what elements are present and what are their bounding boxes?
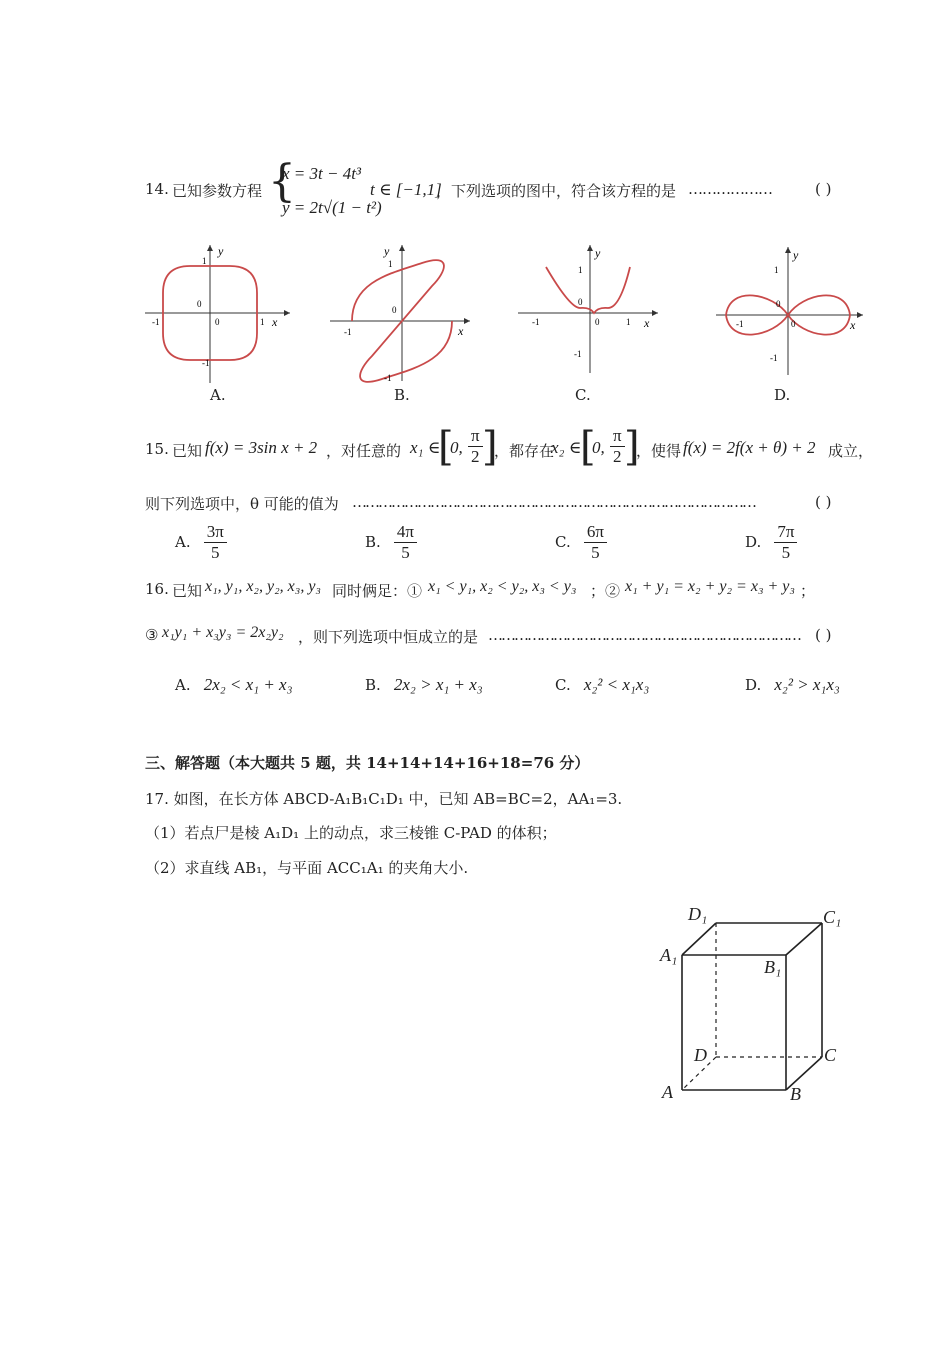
graph-a-tick-x1: 1 [260,317,265,327]
q16-cond2: x₁ + y₁ = x₂ + y₂ = x₃ + y₃ [625,578,795,595]
graph-c-tick-xm1: -1 [532,317,540,327]
q16-option-a [175,675,293,695]
q15-option-c-num: 6π [584,522,607,543]
graph-a-tick-y1: 1 [202,256,207,266]
label-b1: B₁ [764,957,782,977]
q15-option-c [555,522,607,563]
graph-d-tick-y1: 1 [774,265,779,275]
q17-line1: 17. 如图，在长方体 ABCD-A₁B₁C₁D₁ 中，已知 AB=BC=2，AA₁=3. [145,790,623,808]
q16-sep2: ； [800,582,816,600]
graph-b-y-label: y [384,244,390,258]
q16-number: 16. [145,580,169,598]
q15-lbracket-1: [ [438,424,454,470]
q16-option-a-label: A. [175,676,191,694]
graph-d-x-label: x [850,318,856,332]
graph-c-origin-label: 0 [578,297,583,307]
q14-brace: { [268,156,296,207]
q15-option-b [365,522,417,563]
graph-b-x-label: x [458,324,464,338]
q14-option-a-label: A. [210,386,226,404]
graph-c-tick-y1: 1 [578,265,583,275]
graph-c [518,245,658,373]
q15-part2: ，对任意的 [326,442,402,460]
frac-num: π [468,426,483,447]
q14-dots: ……………… [688,180,772,198]
q16-option-d-expr: x₂² > x₁x₃ [774,675,840,694]
q15-part5: 成立， [828,442,874,460]
graph-b [330,244,470,383]
q14-graphs [140,235,880,385]
q15-option-b-label: B. [365,533,381,551]
graph-d-tick-0: 0 [791,319,796,329]
q15-part3: ，都存在 [494,442,555,460]
q14-eq2: y = 2t√(1 − t²) [282,198,382,217]
q15-number: 15. [145,440,169,458]
q14-domain: t ∈ [−1,1] [370,180,442,199]
q17-cuboid-figure [640,895,870,1125]
edge-d1-a1 [682,923,716,955]
q15-option-b-num: 4π [394,522,417,543]
q15-option-d-num: 7π [774,522,797,543]
graph-b-tick-ym1: -1 [384,373,392,383]
graph-d-y-label: y [793,248,799,262]
graph-c-tick-ym1: -1 [574,349,582,359]
q15-part4: ，使得 [636,442,682,460]
q16-part2: 同时俩足：① [332,582,423,600]
q16-cond3: x₁y₁ + x₃y₃ = 2x₂y₂ [162,624,284,641]
q16-cond3-prefix: ③ [145,626,159,644]
q17-line3: （2）求直线 AB₁，与平面 ACC₁A₁ 的夹角大小. [145,859,469,877]
q15-rbracket-2: ] [624,424,640,470]
q15-lbracket-2: [ [580,424,596,470]
q15-x1: x₁ ∈ [410,438,441,457]
graph-a [145,244,290,383]
label-a1: A₁ [660,945,678,965]
graph-c-y-label: y [595,246,601,260]
q16-option-b-expr: 2x₂ > x₁ + x₃ [393,675,483,694]
q14-stem: ，下列选项的图中，符合该方程的是 [436,182,677,200]
frac-den: 2 [613,447,622,466]
q15-option-d-den: 5 [781,543,791,562]
graph-c-tick-0: 0 [595,317,600,327]
q14-option-b-label: B. [394,386,410,404]
graph-a-tick-ym1: -1 [202,358,210,368]
q16-sep1: ；② [590,582,621,600]
q16-option-c [555,675,649,695]
q15-rbracket-1: ] [482,424,498,470]
q16-option-b-label: B. [365,676,381,694]
label-b: B [790,1084,801,1104]
q16-dots: ……………………………………………………………… [488,626,800,644]
q16-option-c-expr: x₂² < x₁x₃ [583,675,650,694]
q15-frac-pi2-1 [468,426,483,467]
q16-option-d [745,675,840,695]
q16-tail: ，则下列选项中恒成立的是 [298,628,479,646]
q15-relation: f(x) = 2f(x + θ) + 2 [683,438,816,457]
q15-option-a-label: A. [175,533,191,551]
q16-option-d-label: D. [745,676,762,694]
q17-line2: （1）若点尸是棱 A₁D₁ 上的动点，求三棱锥 C-PAD 的体积； [145,824,557,842]
frac-den: 2 [471,447,480,466]
q15-f-def: f(x) = 3sin x + 2 [205,438,318,457]
graph-c-tick-x1: 1 [626,317,631,327]
q15-option-a-num: 3π [204,522,227,543]
q16-part1: 已知 [172,582,203,600]
q15-line2: 则下列选项中，θ 可能的值为 [145,495,339,513]
section3-heading: 三、解答题（本大题共 5 题，共 14+14+14+16+18=76 分） [145,754,590,772]
graph-a-origin-label: 0 [197,299,202,309]
q14-option-c-label: C. [575,386,591,404]
q16-vars: x₁, y₁, x₂, y₂, x₃, y₃ [205,578,321,595]
graph-a-x-label: x [272,315,278,329]
q14-eq1: x = 3t − 4t³ [282,164,362,183]
q15-option-a-den: 5 [211,543,220,562]
q16-option-c-label: C. [555,676,571,694]
q15-option-c-den: 5 [591,543,600,562]
label-d1: D₁ [688,904,708,924]
q16-option-b [365,675,483,695]
q14-number: 14. [145,180,169,198]
graph-d-origin-label: 0 [776,299,781,309]
graph-b-origin-label: 0 [392,305,397,315]
label-d: D [694,1045,707,1065]
graph-c-x-label: x [644,316,650,330]
edge-b1-c1 [786,923,822,955]
q15-dots: ………………………………………………………………………………… [352,493,755,511]
q15-frac-pi2-2 [610,426,625,467]
q16-paren: ( ) [815,626,832,644]
q15-interval-start-2: 0, [592,438,605,457]
graph-d-tick-xm1: -1 [736,319,744,329]
graph-a-y-label: y [218,244,224,258]
q15-interval-start-1: 0, [450,438,463,457]
label-c: C [824,1045,837,1065]
graph-d [716,247,863,375]
q14-paren: ( ) [815,180,832,198]
graph-b-tick-xm1: -1 [344,327,352,337]
q15-option-d-label: D. [745,533,762,551]
graph-b-tick-y1: 1 [388,259,393,269]
frac-num: π [610,426,625,447]
q15-option-b-den: 5 [401,543,410,562]
q15-option-d [745,522,797,563]
q16-option-a-expr: 2x₂ < x₁ + x₃ [203,675,293,694]
graph-a-tick-xm1: -1 [152,317,160,327]
graph-d-tick-ym1: -1 [770,353,778,363]
q14-option-d-label: D. [774,386,791,404]
q16-cond1: x₁ < y₁, x₂ < y₂, x₃ < y₃ [428,578,577,595]
graph-c-curve [546,267,630,313]
graph-a-tick-0: 0 [215,317,220,327]
q15-paren: ( ) [815,493,832,511]
label-c1: C₁ [823,907,842,927]
q15-option-c-label: C. [555,533,571,551]
label-a: A [662,1082,673,1102]
q15-part1: 已知 [172,442,203,460]
q15-x2: x₂ ∈ [551,438,582,457]
q15-option-a [175,522,227,563]
q14-intro: 已知参数方程 [172,182,263,200]
